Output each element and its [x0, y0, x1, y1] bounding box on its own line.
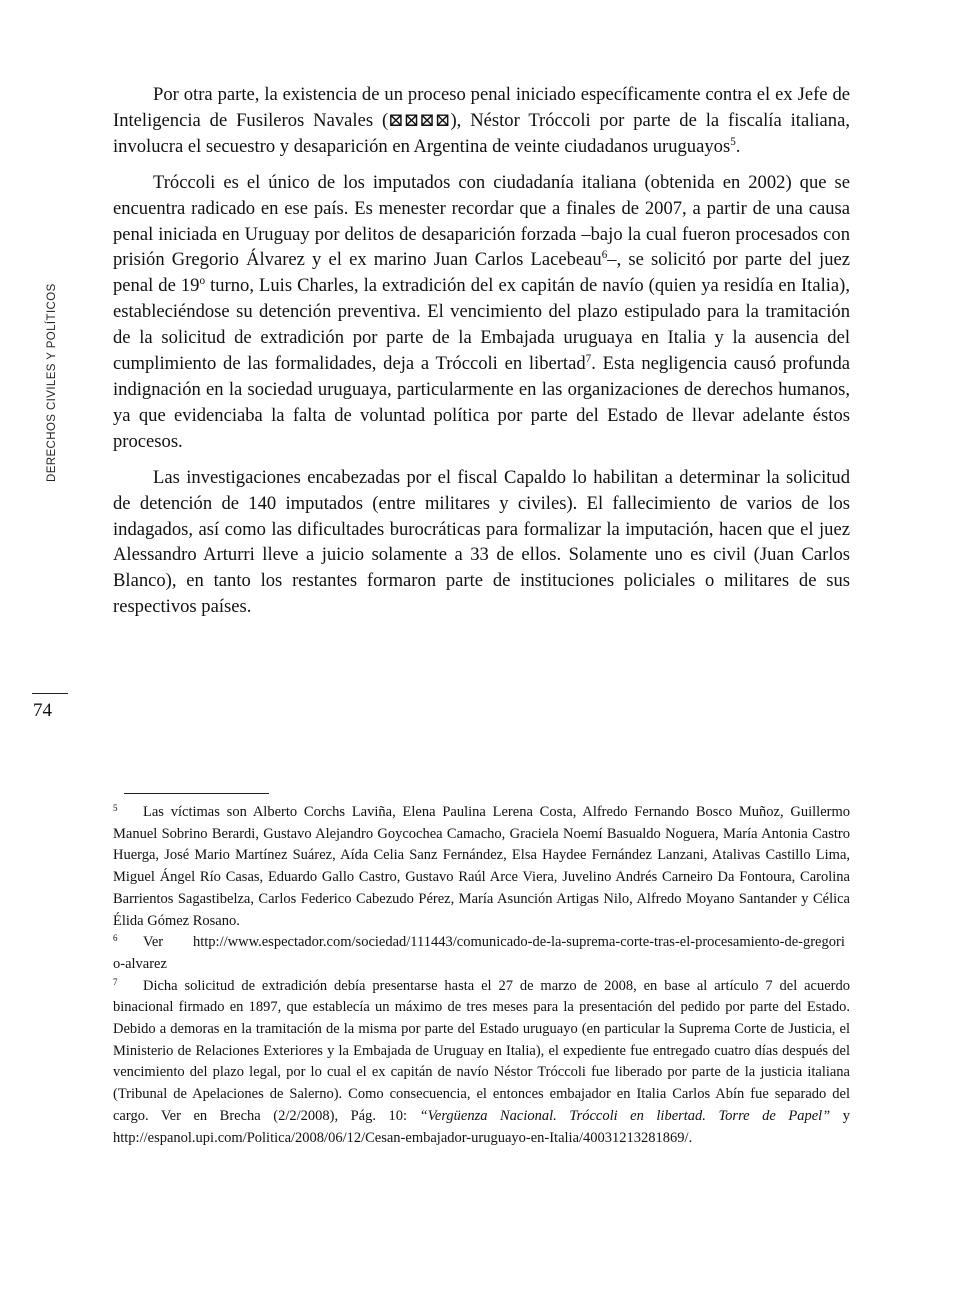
footnote-text-tail: y http://espanol.upi.com/Politica/2008/06/12/Cesan-embajador-uruguayo-en-Italia/40031213281869/.	[113, 1107, 851, 1146]
footnotes	[113, 802, 850, 1149]
footnote-6: 6 Ver http://www.espectador.com/sociedad/111443/comunicado-de-la-suprema-corte-tras-el-procesamiento-de-gregorio-alvarez	[113, 933, 845, 972]
paragraph-2-text-c: turno, Luis Charles, la extradición del ex capitán de navío (quien ya residía en Italia), estableciéndose su detención preventiva. El vencimiento del plazo estipulado para la tramitación de la solicitud de extradición por parte de la Embajada uruguaya en Italia y la ausencia del cumplimiento de las formalidades, deja a Tróccoli en libertad	[113, 275, 850, 375]
ordinal-indicator: o	[199, 275, 206, 288]
unrendered-glyphs: ⊠⊠⊠⊠	[388, 109, 451, 131]
footnote-ref-6: 6	[601, 249, 608, 262]
body-text	[113, 82, 850, 630]
footnote-text: Dicha solicitud de extradición debía presentarse hasta el 27 de marzo de 2008, en base al artículo 7 del acuerdo binacional firmado en 1897, que establecía un máximo de tres meses para la presentación del pedido por parte del Estado. Debido a demoras en la tramitación de la misma por parte del Estado uruguayo (en particular la Suprema Corte de Justicia, el Ministerio de Relaciones Exteriores y la Embajada de Uruguay en Italia), el expediente fue entregado cuatro días después del vencimiento del plazo legal, por lo cual el ex capitán de navío Néstor Tróccoli fue liberado por parte de la justicia italiana (Tribunal de Apelaciones de Salerno). Como consecuencia, el entonces embajador en Italia Carlos Abín fue separado del cargo. Ver en Brecha (2/2/2008), Pág. 10:	[113, 977, 850, 1124]
paragraph-1-text-a: Por otra parte, la existencia de un proceso penal iniciado específicamente contra el ex Jefe de Inteligencia de Fusileros Navales (	[113, 84, 850, 131]
footnote-separator	[124, 793, 269, 794]
footnote-5: 5 Las víctimas son Alberto Corchs Laviña, Elena Paulina Lerena Costa, Alfredo Fernando Bosco Muñoz, Guillermo Manuel Sobrino Berardi, Gustavo Alejandro Goycochea Camacho, Graciela Noemí Basualdo Noguera, María Antonia Castro Huerga, José Mario Martínez Suárez, Aída Celia Sanz Fernández, Elsa Haydee Fernández Lanzani, Atalivas Castillo Lima, Miguel Ángel Río Casas, Eduardo Gallo Castro, Gustavo Raúl Arce Viera, Juvelino Andrés Carneiro Da Fontoura, Carolina Barrientos Sagastibelza, Carlos Federico Cabezudo Pérez, María Asunción Artigas Nilo, Alfredo Moyano Santander y Célica Élida Gómez Rosano.	[113, 803, 850, 929]
footnote-text: Las víctimas son Alberto Corchs Laviña, Elena Paulina Lerena Costa, Alfredo Fernando Bosco Muñoz, Guillermo Manuel Sobrino Berardi, Gustavo Alejandro Goycochea Camacho, Graciela Noemí Basualdo Noguera, María Antonia Castro Huerga, José Mario Martínez Suárez, Aída Celia Sanz Fernández, Elsa Haydee Fernández Lanzani, Atalivas Castillo Lima, Miguel Ángel Río Casas, Eduardo Gallo Castro, Gustavo Raúl Arce Viera, Juvelino Andrés Carneiro Da Fontoura, Carolina Barrientos Sagastibelza, Carlos Federico Cabezudo Pérez, María Asunción Artigas Nilo, Alfredo Moyano Santander y Célica Élida Gómez Rosano.	[113, 804, 850, 929]
page-number-rule	[32, 693, 68, 694]
paragraph-1-text-b: ), Néstor Tróccoli por parte de la fiscalía italiana, involucra el secuestro y desaparición en Argentina de veinte ciudadanos uruguayos	[113, 109, 850, 157]
paragraph-2-text-b: –, se solicitó por parte del juez penal de 19	[113, 249, 850, 297]
footnote-lead: Ver	[143, 934, 164, 951]
paragraph-1	[113, 82, 850, 160]
paragraph-3: Las investigaciones encabezadas por el fiscal Capaldo lo habilitan a determinar la solicitud de detención de 140 imputados (entre militares y civiles). El fallecimiento de varios de los indagados, así como las dificultades burocráticas para formalizar la imputación, hacen que el juez Alessandro Arturri lleve a juicio solamente a 33 de ellos. Solamente uno es civil (Juan Carlos Blanco), en tanto los restantes formaron parte de instituciones policiales o militares de sus respectivos países.	[113, 466, 850, 618]
paragraph-2-text-d: . Esta negligencia causó profunda indignación en la sociedad uruguaya, particularmente en las organizaciones de derechos humanos, ya que evidenciaba la falta de voluntad política por parte del Estado de llevar adelante éstos procesos.	[113, 353, 850, 452]
footnote-ref-5: 5	[730, 135, 736, 148]
footnote-link[interactable]: http://www.espectador.com/sociedad/111443/comunicado-de-la-suprema-corte-tras-el-procesamiento-de-gregorio-alvarez	[113, 934, 845, 972]
page-number: 74	[33, 700, 52, 721]
paragraph-2	[113, 170, 850, 455]
running-header: DERECHOS CIVILES Y POLÍTICOS	[46, 283, 58, 482]
footnote-7: 7 Dicha solicitud de extradición debía presentarse hasta el 27 de marzo de 2008, en base al artículo 7 del acuerdo binacional firmado en 1897, que establecía un máximo de tres meses para la presentación del pedido por parte del Estado. Debido a demoras en la tramitación de la misma por parte del Estado uruguayo (en particular la Suprema Corte de Justicia, el Ministerio de Relaciones Exteriores y la Embajada de Uruguay en Italia), el expediente fue entregado cuatro días después del vencimiento del plazo legal, por lo cual el ex capitán de navío Néstor Tróccoli fue liberado por parte de la justicia italiana (Tribunal de Apelaciones de Salerno). Como consecuencia, el entonces embajador en Italia Carlos Abín fue separado del cargo. Ver en Brecha (2/2/2008), Pág. 10: “Vergüenza Nacional. Tróccoli en libertad. Torre de Papel” y http://espanol.upi.com/Politica/2008/06/12/Cesan-embajador-uruguayo-en-Italia/40031213281869/.	[113, 976, 851, 1146]
paragraph-1-text-c: .	[735, 135, 741, 157]
footnote-ref-7: 7	[585, 352, 592, 365]
footnote-quote: “Vergüenza Nacional. Tróccoli en libertad. Torre de Papel”	[419, 1107, 831, 1124]
paragraph-2-text-a: Tróccoli es el único de los imputados con ciudadanía italiana (obtenida en 2002) que se encuentra radicado en ese país. Es menester recordar que a finales de 2007, a partir de una causa penal iniciada en Uruguay por delitos de desaparición forzada –bajo la cual fueron procesados con prisión Gregorio Álvarez y el ex marino Juan Carlos Lacebeau	[113, 171, 850, 271]
